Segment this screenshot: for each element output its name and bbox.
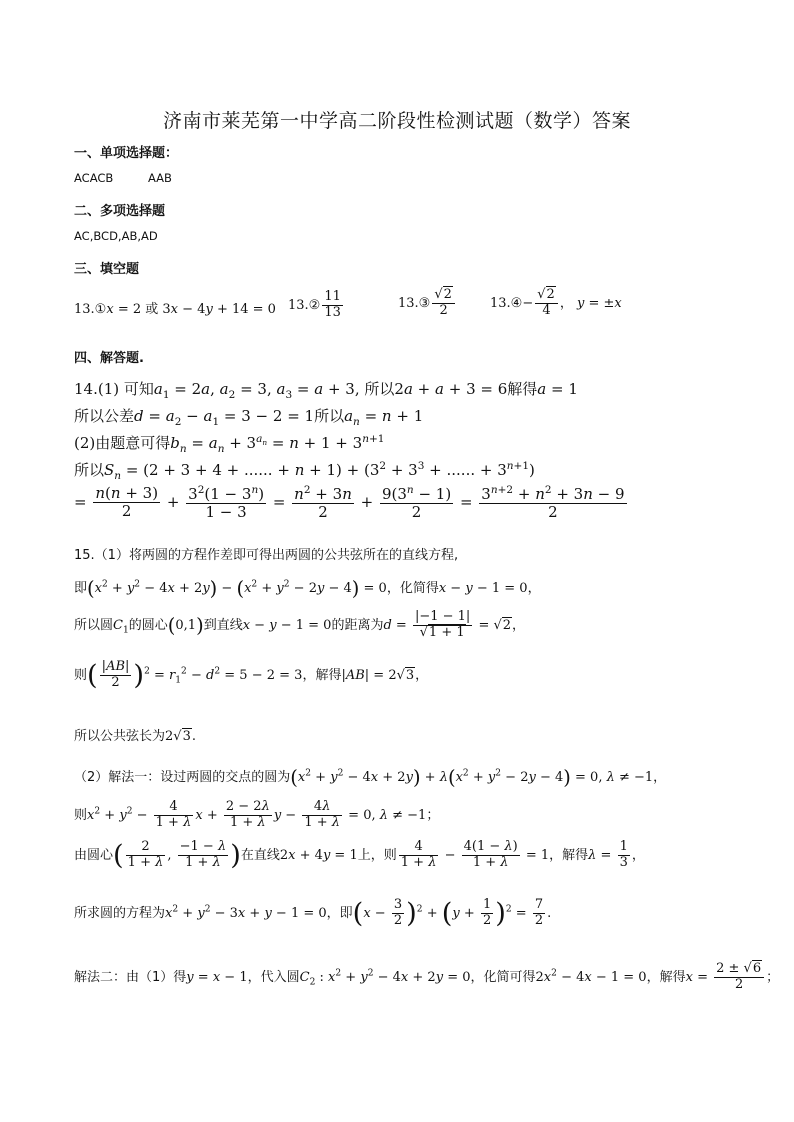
q15-line-3: 所以圆$C_1$的圆心(0,1)到直线x − y − 1 = 0的距离为d = $\frac{|-1 - 1|}{√1 + 1}$ = √2， [74,609,526,640]
q14-line-5: = $\frac{n(n + 3)}{2}$ + $\frac{3^2(1 - 3^n)}{1 - 3}$ = $\frac{n^2 + 3n}{2}$ + $\frac{9(3^n - 1)}{2}$ = $\frac{3^{n+2} + n^2 + 3n - 9}{2}$ [74,484,625,522]
fill-answer-3: 13.③ $\frac{√2}{2}$ [398,288,457,319]
section-multi-choice-heading: 二、多项选择题 [74,204,166,219]
section-single-choice-heading: 一、单项选择题： [74,146,179,161]
q15-2-line-2: 则$x^2 + y^2$ − $\frac{4}{1 + \lambda}$ x + $\frac{2 - 2\lambda}{1 + \lambda}$ y − $\frac{4\lambda}{1 + \lambda}$ = 0, λ ≠ −1； [74,799,440,830]
multi-choice-answers: AC,BCD,AB,AD [74,229,158,243]
q15-line-1: 15.（1）将两圆的方程作差即可得出两圆的公共弦所在的直线方程, [74,548,459,563]
page-title: 济南市莱芜第一中学高二阶段性检测试题（数学）答案 [162,110,631,132]
fill-label-3: 13.③ [398,295,431,311]
section-solve-heading: 四、解答题. [74,351,144,366]
q15-2-line-5: 解法二：由（1）得y = x − 1，代入圆$C_2$ : $x^2 + y^2 - 4x + 2y = 0$，化简可得$2x^2 - 4x - 1 = 0$，解得x = $\frac{2 \pm √6}{2}$ ； [74,961,780,992]
single-choice-answers-1: ACACB [74,171,114,185]
fill-label-2: 13.② [288,297,321,313]
q15-line-5: 所以公共弦长为2√3. [74,729,196,744]
fill-answer-4: 13.④− $\frac{√2}{4}$ ， y = ±x [490,287,622,318]
section-fill-blank-heading: 三、填空题 [74,262,140,277]
fill-label-1: 13.① [74,302,107,317]
fill-or: 或 [145,302,159,317]
q14-line-4: 所以$S_n = (2 + 3 + 4$ + ...... + $n + 1) + (3^2 + 3^3$ + ...... + $3^{n+1}$) [74,460,535,482]
q15-line-2: 即$(x^2 + y^2 - 4x + 2y) - (x^2 + y^2 - 2y - 4) = 0$，化简得x − y − 1 = 0， [74,577,541,600]
q15-line-4: 则( $\frac{|AB|}{2}$ )$^2 = r_1^2 - d^2 = 5 - 2 = 3$，解得|AB| = 2√3， [74,659,429,691]
q15-2-line-3: 由圆心( $\frac{2}{1 + \lambda}$ , $\frac{-1 - \lambda}{1 + \lambda}$ )在直线2x + 4y = 1上，则 $\frac{4}{1 + \lambda}$ − $\frac{4(1 - \lambda)}{1 + \lambda}$ = 1，解得λ = $\frac{1}{3}$ ， [74,839,645,871]
fill-label-4: 13.④ [490,295,523,311]
q14-line-1: 14.(1) 可知$a_1 = 2a$, $a_2 = 3$, $a_3 = a + 3$, 所以2a + a + 3 = 6解得a = 1 [74,380,578,401]
q15-2-line-1: （2）解法一：设过两圆的交点的圆为$(x^2 + y^2 - 4x + 2y) + \lambda(x^2 + y^2 - 2y - 4) = 0$, λ ≠ −1， [74,766,667,789]
single-choice-answers-2: AAB [148,171,172,185]
q14-line-2: 所以公差$d = a_2 - a_1 = 3 - 2 = 1$所以$a_n = n + 1$ [74,407,424,428]
q15-2-line-4: 所求圆的方程为$x^2 + y^2 - 3x + y - 1 = 0$，即(x − $\frac{3}{2}$ )$^2$ + (y + $\frac{1}{2}$ )$^2$ = $\frac{7}{2}$ . [74,897,552,929]
fill-answer-1: 13.①x = 2 或 3x − 4y + 14 = 0 [74,302,276,317]
q14-line-3: (2)由题意可得$b_n = a_n + 3^{a_n} = n + 1 + 3^{n+1}$ [74,433,385,455]
fill-answer-2: 13.② $\frac{11}{13}$ [288,289,341,320]
